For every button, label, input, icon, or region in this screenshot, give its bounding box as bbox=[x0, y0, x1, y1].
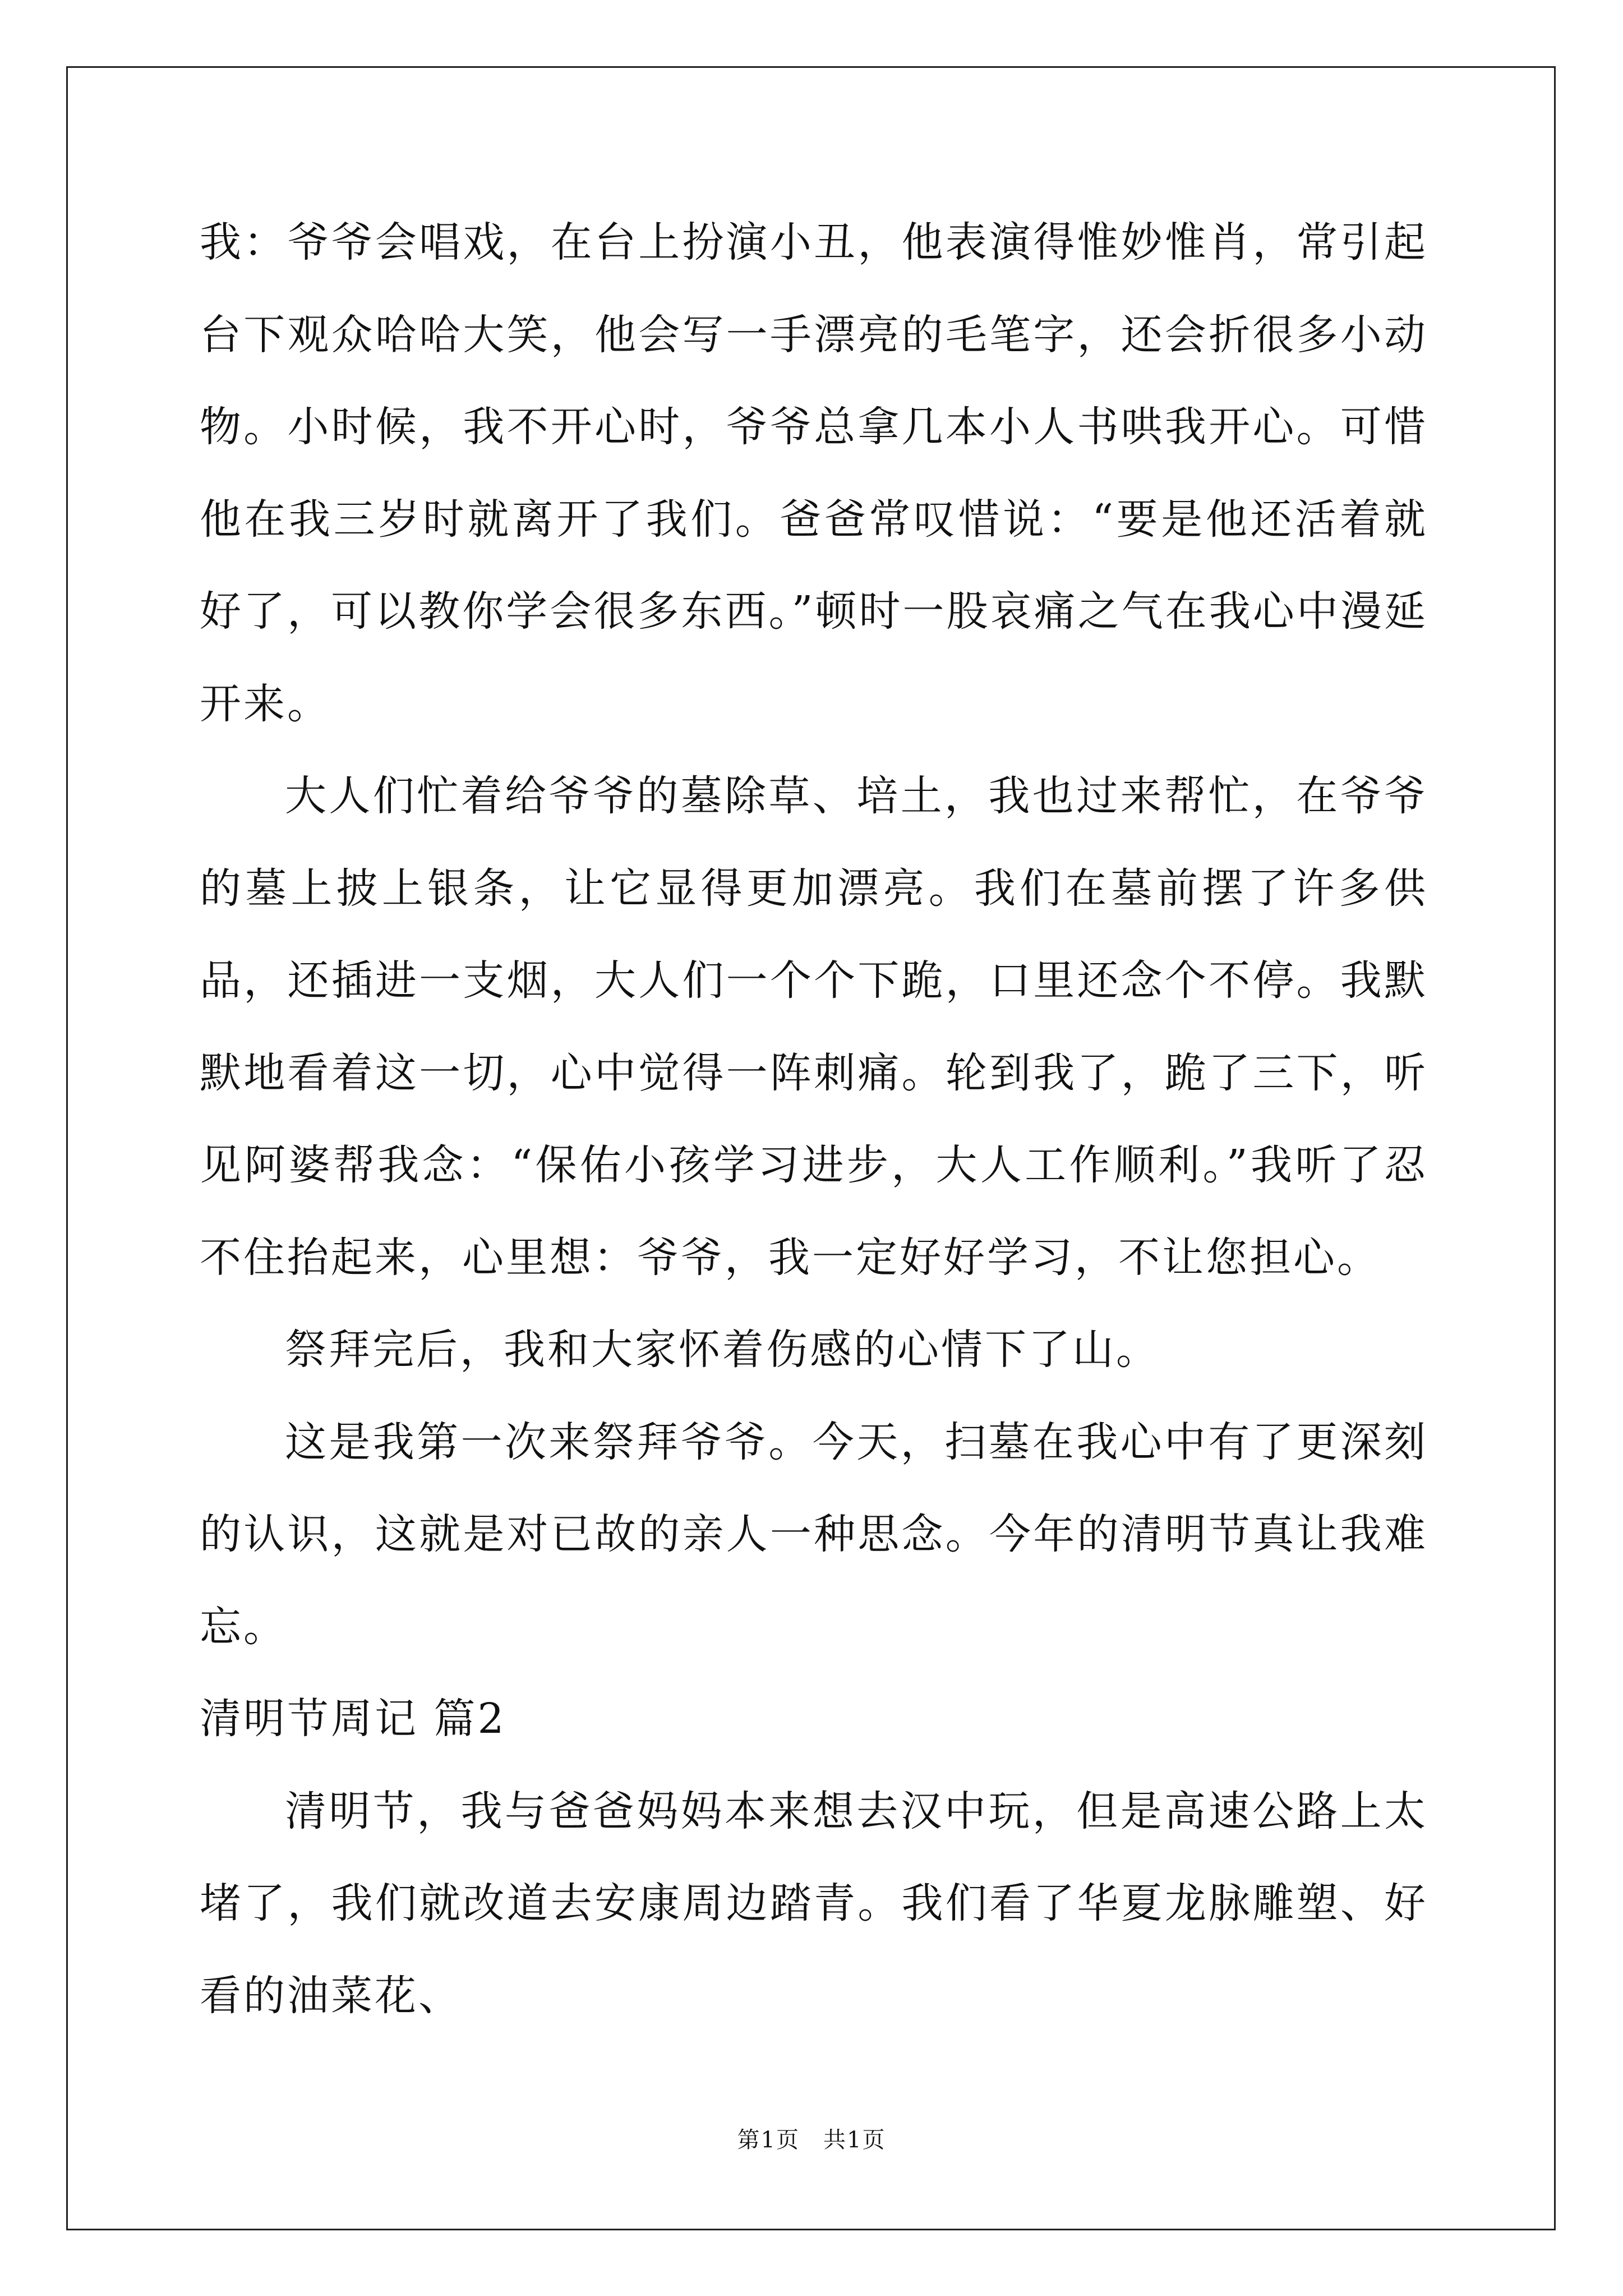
paragraph-2: 大人们忙着给爷爷的墓除草、培土，我也过来帮忙，在爷爷的墓上披上银条，让它显得更加漂亮。我们在墓前摆了许多供品，还插进一支烟，大人们一个个下跪，口里还念个不停。我默默地看着这一切，心中觉得一阵刺痛。轮到我了，跪了三下，听见阿婆帮我念：“保佑小孩学习进步，大人工作顺利。”我听了忍不住抬起来，心里想：爷爷，我一定好好学习，不让您担心。 bbox=[200, 772, 1428, 1282]
paragraph-1: 我：爷爷会唱戏，在台上扮演小丑，他表演得惟妙惟肖，常引起台下观众哈哈大笑，他会写一手漂亮的毛笔字，还会折很多小动物。小时候，我不开心时，爷爷总拿几本小人书哄我开心。可惜他在我三岁时就离开了我们。爸爸常叹惜说：“要是他还活着就好了，可以教你学会很多东西。”顿时一股哀痛之气在我心中漫延开来。 bbox=[200, 218, 1428, 728]
document-body bbox=[200, 196, 1428, 2042]
paragraph-3: 祭拜完后，我和大家怀着伤感的心情下了山。 bbox=[285, 1326, 1160, 1374]
section-heading: 清明节周记 篇2 bbox=[200, 1695, 506, 1743]
page-footer: 第1页 共1页 bbox=[737, 2127, 886, 2153]
paragraph-4: 这是我第一次来祭拜爷爷。今天，扫墓在我心中有了更深刻的认识，这就是对已故的亲人一种思念。今年的清明节真让我难忘。 bbox=[200, 1418, 1428, 1651]
paragraph-5: 清明节，我与爸爸妈妈本来想去汉中玩，但是高速公路上太堵了，我们就改道去安康周边踏青。我们看了华夏龙脉雕塑、好看的油菜花、 bbox=[200, 1787, 1428, 2020]
